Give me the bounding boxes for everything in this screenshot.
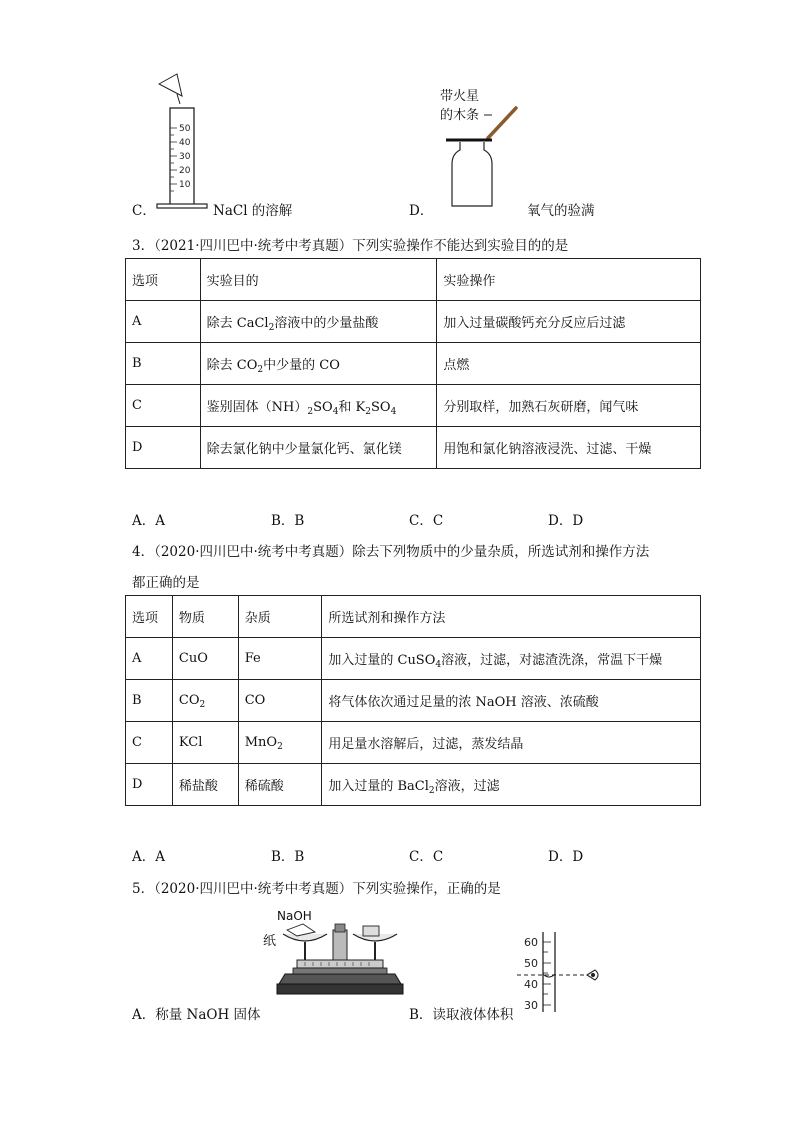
cylinder-tick-label: 20 [179,166,191,176]
option-cell: B [126,680,173,722]
substance-cell: $CO_2$ [172,680,238,722]
goal-cell: 鉴别固体$(NH)_2SO_4$和 $K_2SO_4$ [200,385,437,427]
option-b-caption: B．读取液体体积 [409,1007,514,1023]
cylinder-figure [155,70,215,215]
goal-cell: 除去 CaCl$_2$溶液中的少量盐酸 [200,301,437,343]
table-header-cell: 所选试剂和操作方法 [322,596,701,638]
impurity-cell: MnO$_2$ [238,722,322,764]
option-d-caption: 氧气的验满 [527,203,595,219]
table-header-row [126,596,701,638]
choice-d: D．D [548,849,584,865]
balance-pillar [333,930,347,962]
balance-beam [297,960,383,968]
method-cell: 将气体依次通过足量的浓 NaOH 溶液、浓硫酸 [322,680,701,722]
table-row [126,385,701,427]
table-row [126,638,701,680]
table-row [126,427,701,469]
cylinder-tick-label: 10 [179,180,191,190]
operation-cell: 加入过量碳酸钙充分反应后过滤 [437,301,701,343]
balance-base [279,974,401,984]
scale-tick-label: 40 [524,978,538,991]
paper-label: 纸 [263,934,277,949]
gas-bottle [452,142,492,206]
table-row [126,764,701,806]
impurity-cell: 稀硫酸 [238,764,322,806]
question-4-stem-continued: 都正确的是 [132,575,200,591]
table-row [126,722,701,764]
cylinder-tick-label: 40 [179,138,191,148]
question-4-table [125,595,701,806]
option-cell: B [126,343,201,385]
left-pan [283,934,327,941]
option-c-caption: NaCl 的溶解 [213,203,293,219]
choice-d: D．D [548,513,584,529]
impurity-cell: CO [238,680,322,722]
substance-cell: CuO [172,638,238,680]
table-header-cell: 选项 [126,596,173,638]
scale-tick-label: 50 [524,957,538,970]
substance-cell: KCl [172,722,238,764]
option-a-caption: A．称量 NaOH 固体 [132,1007,261,1023]
funnel-shape [159,74,182,96]
table-header-row [126,259,701,301]
table-header-cell: 实验操作 [437,259,701,301]
impurity-cell: Fe [238,638,322,680]
splint-label-line: 带火星 [440,89,480,104]
splint-label-line: 的木条 [440,108,480,123]
option-cell: C [126,722,173,764]
operation-cell: 点燃 [437,343,701,385]
question-4-stem: 4．（2020·四川巴中·统考中考真题）除去下列物质中的少量杂质，所选试剂和操作方法 [132,544,650,560]
choice-c: C．C [409,849,444,865]
option-cell: A [126,638,173,680]
choice-a: A．A [132,513,165,529]
table-header-cell: 选项 [126,259,201,301]
option-cell: C [126,385,201,427]
substance-cell: 稀盐酸 [172,764,238,806]
table-row [126,680,701,722]
operation-cell: 分别取样，加熟石灰研磨，闻气味 [437,385,701,427]
table-row [126,343,701,385]
option-cell: A [126,301,201,343]
option-cell: D [126,764,173,806]
method-cell: 加入过量的 CuSO$_4$溶液，过滤，对滤渣洗涤，常温下干燥 [322,638,701,680]
option-c-label: C． [132,203,156,219]
method-cell: 加入过量的 BaCl$_2$溶液，过滤 [322,764,701,806]
cylinder-tick-label: 50 [179,124,191,134]
balance-figure [275,922,405,1004]
goal-cell: 除去氯化钠中少量氯化钙、氯化镁 [200,427,437,469]
scale-tick-label: 60 [524,936,538,949]
scale-tick-label: 30 [524,999,538,1012]
goal-cell: 除去 $CO_2$中少量的 CO [200,343,437,385]
option-cell: D [126,427,201,469]
method-cell: 用足量水溶解后，过滤，蒸发结晶 [322,722,701,764]
table-header-cell: 杂质 [238,596,322,638]
choice-b: B．B [271,849,305,865]
operation-cell: 用饱和氯化钠溶液浸洗、过滤、干燥 [437,427,701,469]
choice-a: A．A [132,849,165,865]
choice-c: C．C [409,513,444,529]
splint-stick [488,108,516,138]
question-3-stem: 3．（2021·四川巴中·统考中考真题）下列实验操作不能达到实验目的的是 [132,238,569,254]
question-5-stem: 5．（2020·四川巴中·统考中考真题）下列实验操作，正确的是 [132,881,501,897]
question-3-table [125,258,701,469]
cylinder-tick-label: 30 [179,152,191,162]
naoh-label: NaOH [277,909,312,923]
option-d-label: D． [409,203,434,219]
gas-bottle-figure [440,100,530,210]
table-header-cell: 实验目的 [200,259,437,301]
reading-figure [515,930,610,1015]
weight-paper [363,926,379,936]
choice-b: B．B [271,513,305,529]
table-row [126,301,701,343]
table-header-cell: 物质 [172,596,238,638]
